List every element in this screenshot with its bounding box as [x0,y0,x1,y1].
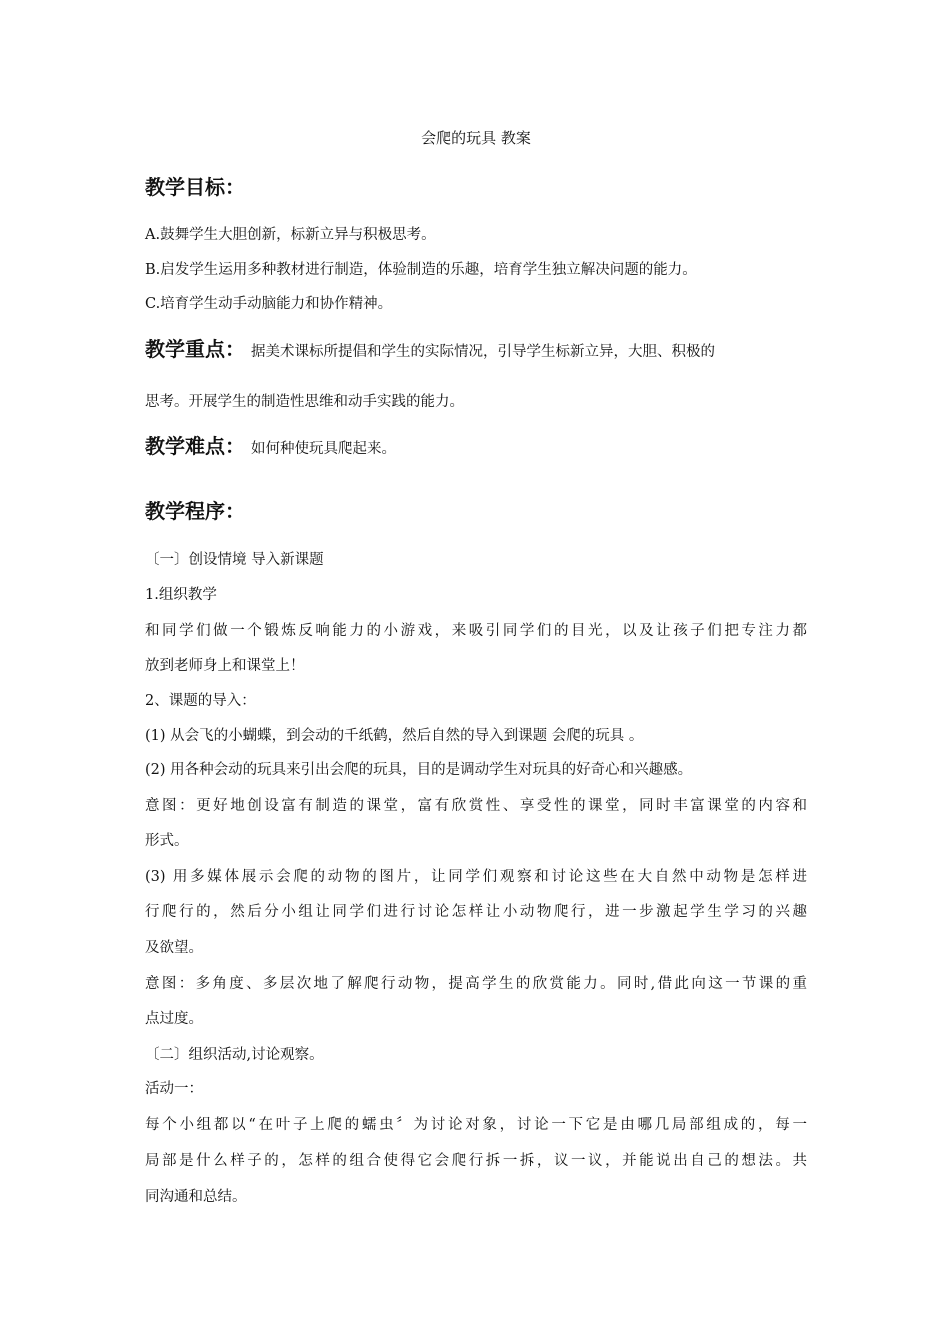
procedure-line: 和同学们做一个锻炼反响能力的小游戏，来吸引同学们的目光，以及让孩子们把专注力都 [145,623,807,639]
objective-item: B.启发学生运用多种教材进行制造，体验制造的乐趣，培育学生独立解决问题的能力。 [145,262,697,278]
key-points-heading: 教学重点： [145,337,245,361]
procedure-line: 〔一〕创设情境 导入新课题 [145,552,324,568]
procedure-line: 同沟通和总结。 [145,1189,247,1205]
document-title: 会爬的玩具 教案 [421,129,531,147]
objectives-heading: 教学目标： [145,175,245,199]
procedure-line: (2) 用各种会动的玩具来引出会爬的玩具，目的是调动学生对玩具的好奇心和兴趣感。 [145,762,693,778]
key-points-line [145,338,807,363]
difficulty-text: 如何种使玩具爬起来。 [251,441,396,457]
procedure-heading: 教学程序： [145,499,245,523]
procedure-line: 〔二〕组织活动,讨论观察。 [145,1047,324,1063]
procedure-line: (1) 从会飞的小蝴蝶，到会动的千纸鹤，然后自然的导入到课题 会爬的玩具 。 [145,728,644,744]
difficulty-line [145,435,396,460]
procedure-line: 点过度。 [145,1011,203,1027]
key-points-text: 据美术课标所提倡和学生的实际情况，引导学生标新立异，大胆、积极的 [251,344,715,360]
procedure-line: 意图：多角度、多层次地了解爬行动物，提高学生的欣赏能力。同时,借此向这一节课的重 [145,976,807,992]
key-points-text-cont: 思考。开展学生的制造性思维和动手实践的能力。 [145,394,464,410]
difficulty-heading: 教学难点： [145,434,245,458]
procedure-line: 形式。 [145,833,189,849]
procedure-line: 意图：更好地创设富有制造的课堂，富有欣赏性、享受性的课堂，同时丰富课堂的内容和 [145,798,807,814]
procedure-line: 局部是什么样子的，怎样的组合使得它会爬行拆一拆，议一议，并能说出自己的想法。共 [145,1153,807,1169]
procedure-line: 1.组织教学 [145,587,217,603]
procedure-line: 每个小组都以“在叶子上爬的蠕虫〞为讨论对象，讨论一下它是由哪几局部组成的，每一 [145,1117,807,1133]
procedure-line: (3) 用多媒体展示会爬的动物的图片，让同学们观察和讨论这些在大自然中动物是怎样进 [145,869,807,885]
procedure-line: 2、课题的导入： [145,693,256,709]
objective-item: C.培育学生动手动脑能力和协作精神。 [145,296,393,312]
procedure-line: 及欲望。 [145,940,203,956]
objective-item: A.鼓舞学生大胆创新，标新立异与积极思考。 [145,227,436,243]
procedure-line: 放到老师身上和课堂上！ [145,658,305,674]
procedure-line: 活动一： [145,1081,203,1097]
procedure-line: 行爬行的，然后分小组让同学们进行讨论怎样让小动物爬行，进一步激起学生学习的兴趣 [145,904,807,920]
